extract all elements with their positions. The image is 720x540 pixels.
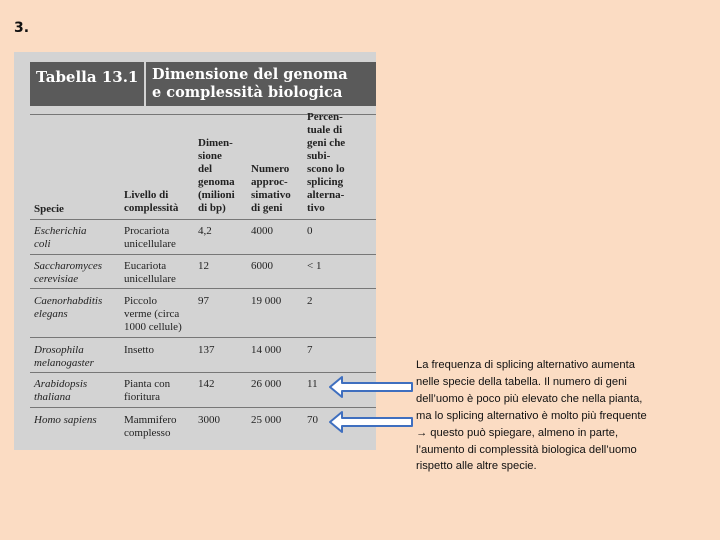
table-label: Tabella 13.1 [36,68,139,86]
table-cell-genes: 26 000 [251,378,282,390]
table-title-bar [30,62,376,106]
header-genome-size: Dimen- sione del genoma (milioni di bp) [198,137,235,214]
table-cell-genes: 6000 [251,260,273,272]
table-cell-genes: 14 000 [251,344,282,356]
table-cell-complexity: Mammifero complesso [124,414,177,439]
row-rule [30,372,376,373]
genome-table-image [14,52,376,450]
table-cell-genome: 97 [198,295,209,307]
table-cell-complexity: Pianta con fioritura [124,378,171,403]
table-cell-complexity: Piccolo verme (circa 1000 cellule) [124,295,182,333]
table-cell-species: Homo sapiens [34,414,97,426]
table-cell-complexity: Insetto [124,344,154,356]
table-cell-genes: 4000 [251,225,273,237]
table-cell-species: Caenorhabditis elegans [34,295,103,320]
table-cell-genes: 25 000 [251,414,282,426]
table-cell-genome: 12 [198,260,209,272]
row-rule [30,337,376,338]
row-rule [30,288,376,289]
table-cell-complexity: Procariota unicellulare [124,225,176,250]
table-cell-complexity: Eucariota unicellulare [124,260,176,285]
table-cell-genome: 137 [198,344,215,356]
table-cell-species: Saccharomyces cerevisiae [34,260,103,285]
row-rule [30,407,376,408]
header-rule [30,219,376,220]
header-gene-count: Numero apprос- simativo di geni [251,163,291,214]
table-cell-genome: 3000 [198,414,220,426]
table-cell-genome: 142 [198,378,215,390]
table-cell-species: Arabidopsis thaliana [34,378,88,403]
table-cell-splicing: < 1 [307,260,322,272]
title-divider [144,62,146,106]
table-cell-species: Drosophila melanogaster [34,344,94,369]
row-rule [30,254,376,255]
table-cell-splicing: 7 [307,344,313,356]
arrow-left-icon [328,375,414,399]
table-cell-genes: 19 000 [251,295,282,307]
explanation-text: La frequenza di splicing alternativo aumenta nelle specie della tabella. Il numero di geni dell’uomo è poco più elevato che nella pianta, ma lo splicing alternativo è molto più frequente → questo può spiegare, almeno in parte, l’aumento di complessità biologica dell’uomo rispetto alle altre specie. [416,359,647,473]
arrow-left-icon [328,410,414,434]
table-cell-splicing: 11 [307,378,318,390]
slide-number: 3. [14,20,30,36]
table-cell-splicing: 70 [307,414,318,426]
header-splicing-percent: Percen- tuale di geni che subi- scono lo splicing alterna- tivo [307,111,346,214]
header-species: Specie [34,203,64,215]
table-cell-species: Escherichia coli [34,225,87,250]
header-complexity: Livello di complessità [124,189,179,214]
table-cell-splicing: 2 [307,295,313,307]
table-cell-genome: 4,2 [198,225,212,237]
table-title: Dimensione del genoma e complessità biologica [152,66,348,101]
table-cell-splicing: 0 [307,225,313,237]
